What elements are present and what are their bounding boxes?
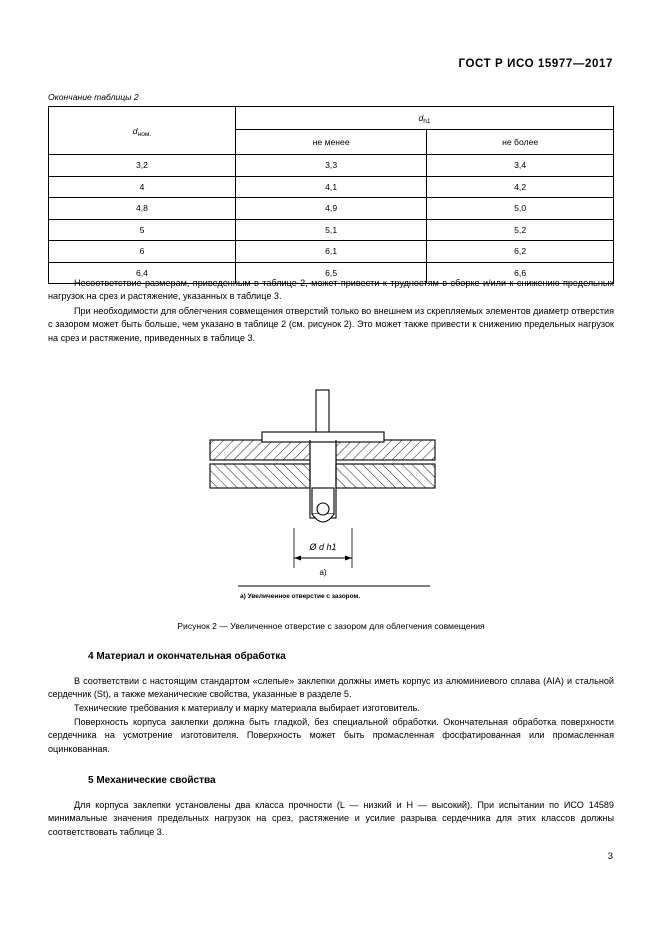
section-4-paragraph-2: Технические требования к материалу и марку материала выбирает изготовитель. <box>74 703 420 713</box>
table-row <box>49 155 614 177</box>
cell-min: 4,9 <box>236 198 427 220</box>
table-row <box>49 198 614 220</box>
figure-rivet-diagram <box>48 368 614 618</box>
table-row <box>49 219 614 241</box>
figure-note-text: а) Увеличенное отверстие с зазором. <box>240 593 361 600</box>
cell-max: 5,0 <box>427 198 614 220</box>
dh1-subscript: h1 <box>423 118 431 125</box>
figure-caption: Рисунок 2 — Увеличенное отверстие с зазором для облегчения совмещения <box>177 621 485 631</box>
table-header-nominal <box>49 107 236 155</box>
cell-min: 3,3 <box>236 155 427 177</box>
cell-max: 3,4 <box>427 155 614 177</box>
cell-min: 6,1 <box>236 241 427 263</box>
cell-nominal: 6,4 <box>49 262 236 284</box>
cell-min: 4,1 <box>236 176 427 198</box>
cell-nominal: 5 <box>49 219 236 241</box>
cell-max: 6,6 <box>427 262 614 284</box>
section-4-heading: 4 Материал и окончательная обработка <box>88 651 286 662</box>
figure-label-a: а) <box>319 568 327 577</box>
cell-max: 5,2 <box>427 219 614 241</box>
page-number: 3 <box>607 851 613 862</box>
nominal-symbol: d <box>132 125 138 136</box>
dimension-text: Ø d h1 <box>309 542 337 552</box>
rivet-svg <box>48 368 614 618</box>
table-subheader-min: не менее <box>236 130 427 155</box>
table-header-dh1 <box>236 107 614 130</box>
nominal-subscript: ном. <box>137 130 152 138</box>
cell-nominal: 3,2 <box>49 155 236 177</box>
table-subheader-max: не более <box>427 130 614 155</box>
cell-max: 4,2 <box>427 176 614 198</box>
section-5-heading: 5 Механические свойства <box>88 775 216 786</box>
section-4-paragraph-3: Поверхность корпуса заклепки должна быть гладкой, без специальной обработки. Окончательная обработка поверхности сердечника на усмотрение изготовителя. Поверхность может быть промасленная фосфатированная или промасленная оцинкованная. <box>48 717 614 754</box>
section-5-paragraph-1: Для корпуса заклепки установлены два класса прочности (L — низкий и H — высокий). При испытании по ИСО 14589 минимальные значения предельных нагрузок на срез, растяжение и усилие разрыва сердечника для этих классов должны соответствовать таблице 3. <box>48 800 614 837</box>
section-4-paragraph-1: В соответствии с настоящим стандартом «слепые» заклепки должны иметь корпус из алюминиевого сплава (AIA) и стальной сердечник (St), а также механические свойства, указанные в разделе 5. <box>48 676 614 700</box>
table-caption: Окончание таблицы 2 <box>48 92 139 102</box>
table-row <box>49 176 614 198</box>
cell-max: 6,2 <box>427 241 614 263</box>
cell-nominal: 4 <box>49 176 236 198</box>
cell-nominal: 4,8 <box>49 198 236 220</box>
table-header-row <box>49 107 614 130</box>
page-header: ГОСТ Р ИСО 15977—2017 <box>458 58 613 70</box>
paragraph-mismatch: Несоответствие размерам, приведенным в таблице 2, может привести к трудностям в сборке и/или к снижению предельных нагрузок на срез и растяжение, указанных в таблице 3. <box>48 278 614 302</box>
cell-min: 5,1 <box>236 219 427 241</box>
dimensions-table <box>48 106 614 284</box>
paragraph-clearance: При необходимости для облегчения совмещения отверстий только во внешнем из скрепляемых элементов диаметр отверстия с зазором может быть больше, чем указано в таблице 2 (см. рисунок 2). Это может также привести к снижению предельных нагрузок на срез и растяжение, приведенных в таблице 3. <box>48 306 614 343</box>
dh1-symbol: d <box>418 113 424 123</box>
table-row <box>49 241 614 263</box>
cell-min: 6,5 <box>236 262 427 284</box>
cell-nominal: 6 <box>49 241 236 263</box>
